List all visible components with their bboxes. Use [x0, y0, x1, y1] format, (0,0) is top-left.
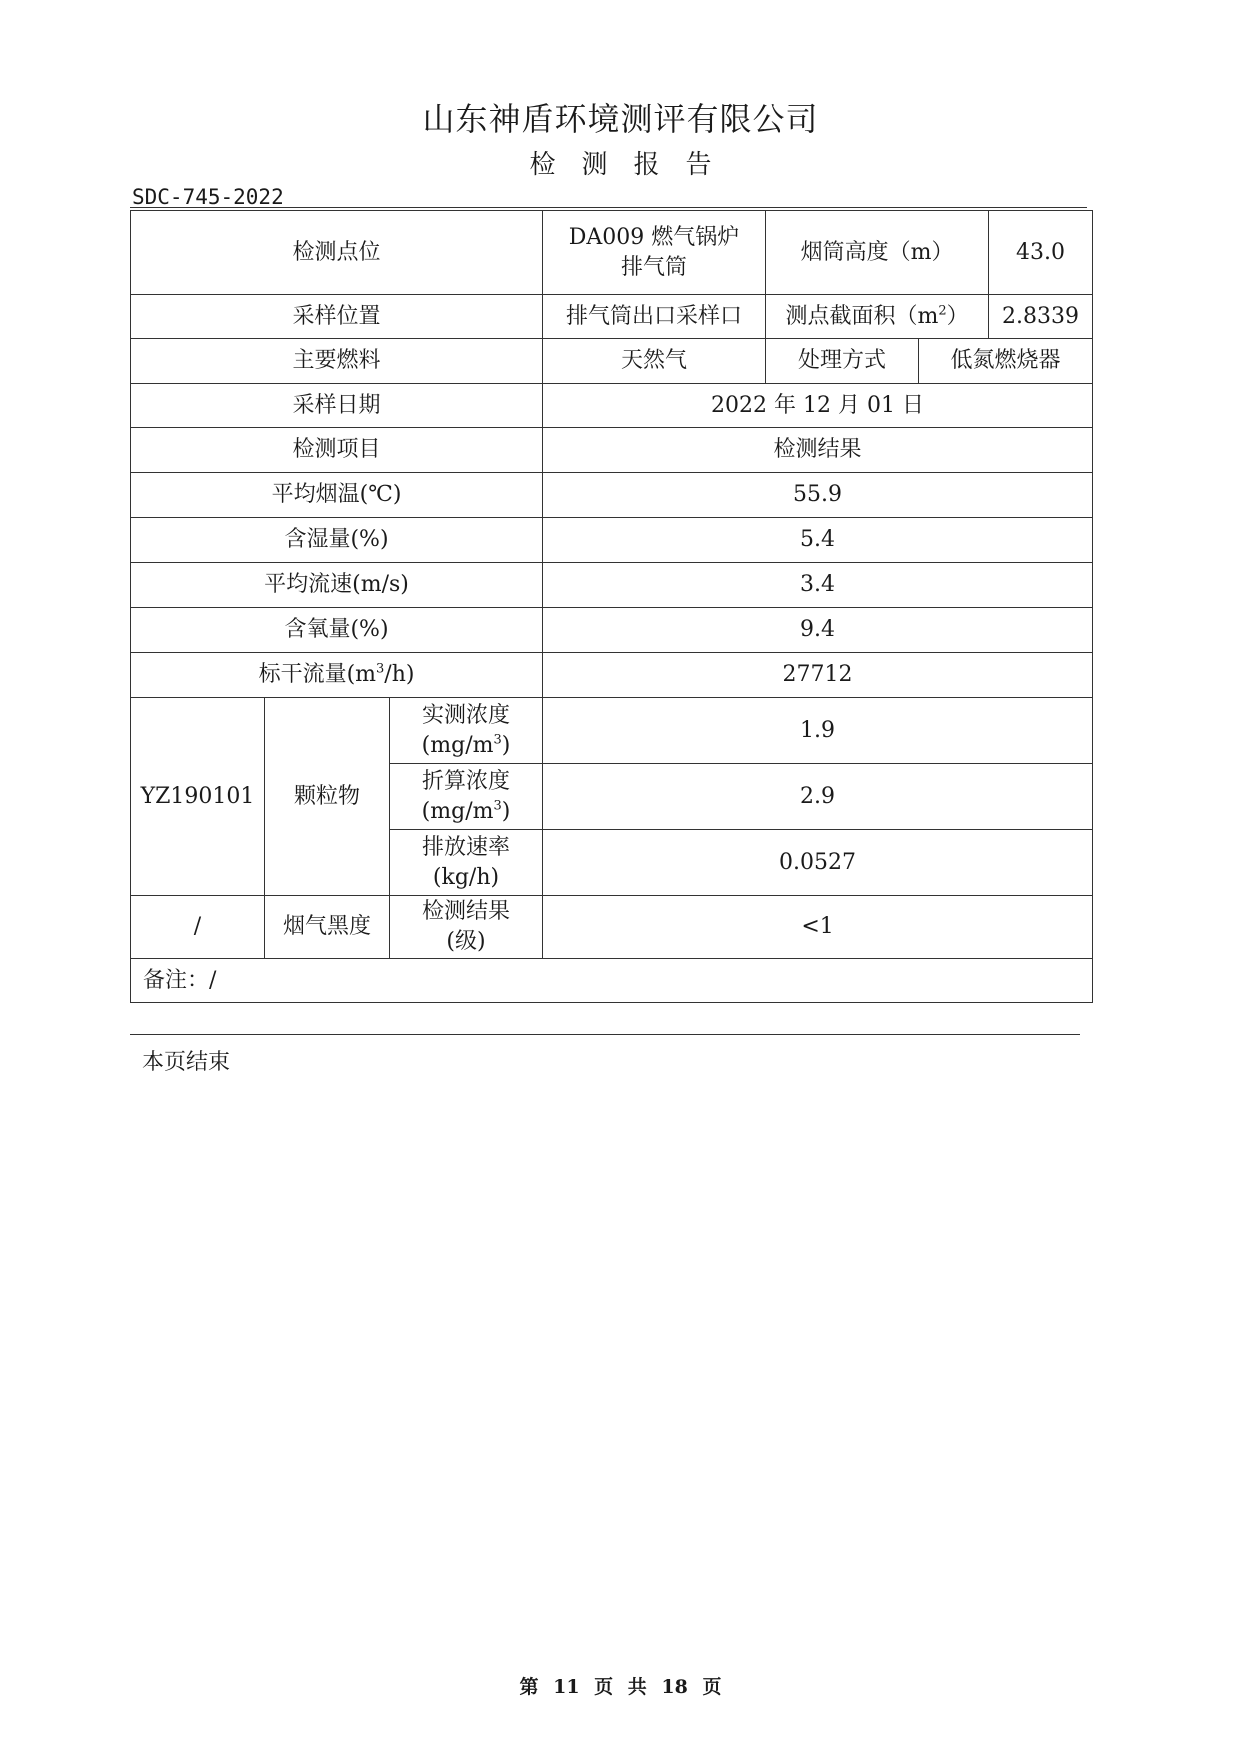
blackness-code: / — [131, 896, 265, 959]
table-row — [131, 384, 1093, 428]
stack-height-label: 烟筒高度（m） — [766, 211, 989, 295]
flow-label: 标干流量$(m^3/h)$ — [131, 653, 543, 698]
end-rule — [130, 1034, 1080, 1035]
sampling-location-label: 采样位置 — [131, 295, 543, 339]
report-table — [130, 210, 1093, 1003]
table-row — [131, 959, 1093, 1003]
particulate-metric: 实测浓度 $(mg/m^3)$ — [390, 698, 543, 764]
remarks: 备注：/ — [131, 959, 1093, 1003]
date-value: 2022 年 12 月 01 日 — [543, 384, 1093, 428]
treatment-label: 处理方式 — [766, 339, 919, 384]
stack-height-value: 43.0 — [989, 211, 1093, 295]
blackness-name: 烟气黑度 — [265, 896, 390, 959]
page-footer: 第 11 页 共 18 页 — [519, 1676, 722, 1698]
table-row — [131, 473, 1093, 518]
date-label: 采样日期 — [131, 384, 543, 428]
param-value: 5.4 — [543, 518, 1093, 563]
param-label: 平均烟温(℃) — [131, 473, 543, 518]
table-row — [131, 563, 1093, 608]
param-value: 3.4 — [543, 563, 1093, 608]
blackness-metric: 检测结果 (级) — [390, 896, 543, 959]
top-rule — [130, 207, 1087, 208]
table-row — [131, 653, 1093, 698]
result-header: 检测结果 — [543, 428, 1093, 473]
particulate-value: 0.0527 — [543, 830, 1093, 896]
item-header: 检测项目 — [131, 428, 543, 473]
flow-value: 27712 — [543, 653, 1093, 698]
treatment-value: 低氮燃烧器 — [919, 339, 1093, 384]
table-row — [131, 608, 1093, 653]
particulate-code: YZ190101 — [131, 698, 265, 896]
table-row — [131, 518, 1093, 563]
page-end-text: 本页结束 — [142, 1050, 231, 1075]
report-subtitle: 检测报告 — [529, 150, 738, 180]
point-value: DA009 燃气锅炉排气筒 — [543, 211, 766, 295]
particulate-name: 颗粒物 — [265, 698, 390, 896]
table-row — [131, 295, 1093, 339]
particulate-metric: 折算浓度 $(mg/m^3)$ — [390, 764, 543, 830]
document-number: SDC-745-2022 — [132, 185, 284, 209]
param-value: 55.9 — [543, 473, 1093, 518]
cross-section-value: 2.8339 — [989, 295, 1093, 339]
fuel-label: 主要燃料 — [131, 339, 543, 384]
table-row — [131, 698, 1093, 764]
table-row — [131, 339, 1093, 384]
param-value: 9.4 — [543, 608, 1093, 653]
particulate-value: 2.9 — [543, 764, 1093, 830]
company-name: 山东神盾环境测评有限公司 — [422, 100, 819, 138]
fuel-value: 天然气 — [543, 339, 766, 384]
cross-section-label: 测点截面积$(m^2)$ — [766, 295, 989, 339]
table-row — [131, 896, 1093, 959]
param-label: 平均流速(m/s) — [131, 563, 543, 608]
particulate-value: 1.9 — [543, 698, 1093, 764]
point-label: 检测点位 — [131, 211, 543, 295]
particulate-metric: 排放速率 (kg/h) — [390, 830, 543, 896]
table-row — [131, 428, 1093, 473]
sampling-location-value: 排气筒出口采样口 — [543, 295, 766, 339]
param-label: 含氧量(%) — [131, 608, 543, 653]
param-label: 含湿量(%) — [131, 518, 543, 563]
blackness-value: <1 — [543, 896, 1093, 959]
table-row — [131, 211, 1093, 295]
